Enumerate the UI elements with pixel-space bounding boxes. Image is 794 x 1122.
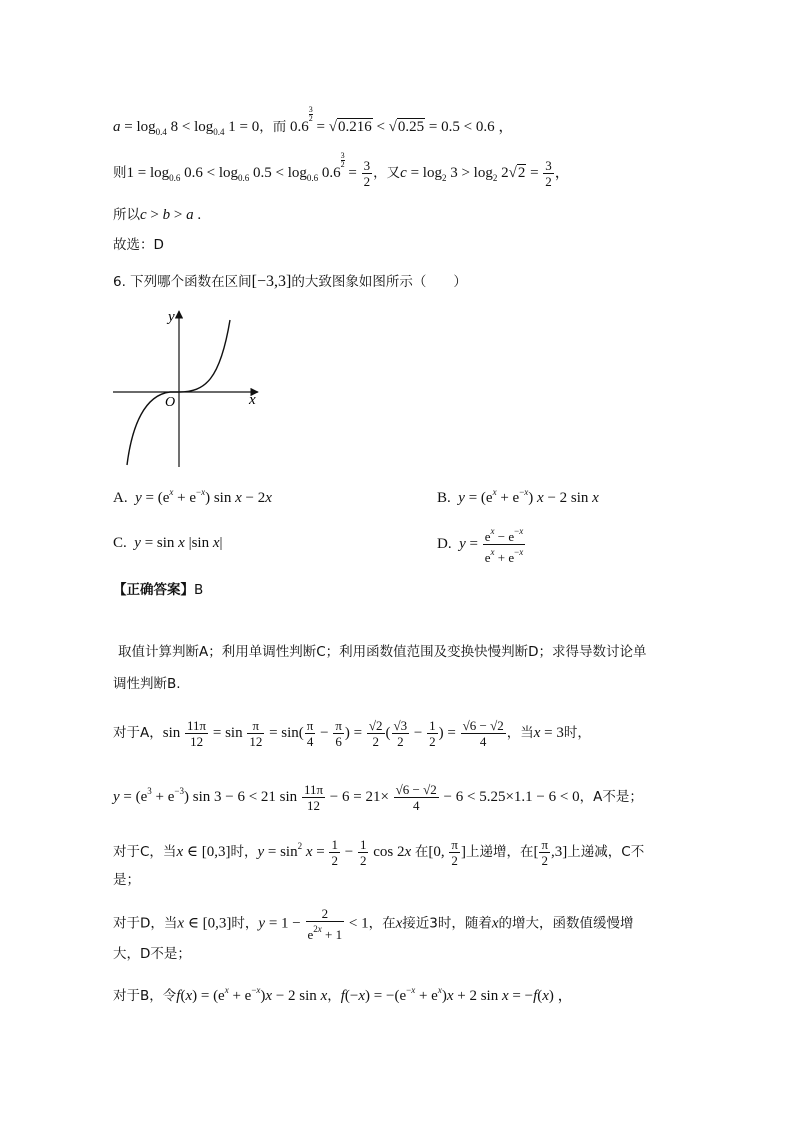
analysis-d-2: 大，D不是； bbox=[113, 946, 191, 962]
option-c: C. y = sin x |sin x| bbox=[113, 535, 223, 551]
line-log-b-c: 则$1 = \log_{0.6} 0.6 < \log_{0.6} 0.5 < \log_{0.6} 0.6$ $\frac{3}{2}$ = $\frac{3}{2}$ ，又$c = \log_2 3 > \log_2 2√2$ = $\frac{3}{2}$ ， bbox=[113, 151, 570, 190]
function-graph bbox=[110, 305, 270, 470]
analysis-c-2: 是； bbox=[113, 872, 140, 888]
option-d: D. y = $\frac{e^x - e^{-x}}{e^x + e^{-x}}$ bbox=[437, 526, 524, 565]
analysis-c-1: 对于C，当x ∈ [0,3]时，$y = \sin^2 x$ = $\frac{1}{2}$ − $\frac{1}{2}$ cos 2x 在[0, $\frac{\pi}{2}$ ]上递增，在[ $\frac{\pi}{2}$ ,3]上递减，C不 bbox=[113, 837, 645, 869]
option-b: B. $y = (e^x + e^{-x}) x - 2$ sin x bbox=[437, 487, 599, 506]
x-axis-label: x bbox=[249, 392, 256, 408]
question-6-stem: 6. 下列哪个函数在区间[−3,3]的大致图象如图所示（ ） bbox=[113, 273, 467, 290]
analysis-a-2: $y = (e^3 + e^{-3})$ sin 3 − 6 < 21 sin $\frac{11\pi}{12}$ − 6 = 21× $\frac{√6 - √2}{4}$ − 6 < 5.25×1.1 − 6 < 0，A不是； bbox=[113, 782, 643, 814]
analysis-p1: 取值计算判断A；利用单调性判断C；利用函数值范围及变换快慢判断D；求得导数讨论单 bbox=[118, 644, 647, 660]
option-a: A. $y = (e^x + e^{-x})$ sin x − 2x bbox=[113, 487, 272, 506]
analysis-b-1: 对于B，令$f(x) = (e^x + e^{-x})x - 2$ sin x，$f(-x) = -(e^{-x} + e^x)x + 2$ sin x = −f(x) ， bbox=[113, 985, 573, 1004]
line-conclusion: 所以c > b > a . bbox=[113, 207, 202, 223]
analysis-d-1: 对于D，当x ∈ [0,3]时，y = 1 − $\frac{2}{e^{2x} + 1}$ < 1，在x接近3时，随着x的增大，函数值缓慢增 bbox=[113, 906, 634, 942]
analysis-p2: 调性判断B. bbox=[113, 676, 181, 692]
y-axis-label: y bbox=[168, 309, 175, 325]
line-log-a: $a = \log_{0.4} 8 < \log_{0.4} 1 = 0$，而 0.6 $\frac{3}{2}$ = √0.216 < √0.25 = 0.5 < 0.6 ， bbox=[113, 105, 514, 137]
answer-line: 【正确答案】B bbox=[113, 582, 204, 598]
origin-label: O bbox=[165, 395, 176, 410]
analysis-a-1: 对于A，sin $\frac{11\pi}{12}$ = sin $\frac{\pi}{12}$ = sin( $\frac{\pi}{4}$ − $\frac{\pi}{6}$ ) = $\frac{√2}{2}$ ( $\frac{√3}{2}$ − $\frac{1}{2}$ ) = $\frac{√6 - √2}{4}$ ，当x = 3时， bbox=[113, 718, 591, 749]
line-choose: 故选：D bbox=[113, 237, 164, 253]
